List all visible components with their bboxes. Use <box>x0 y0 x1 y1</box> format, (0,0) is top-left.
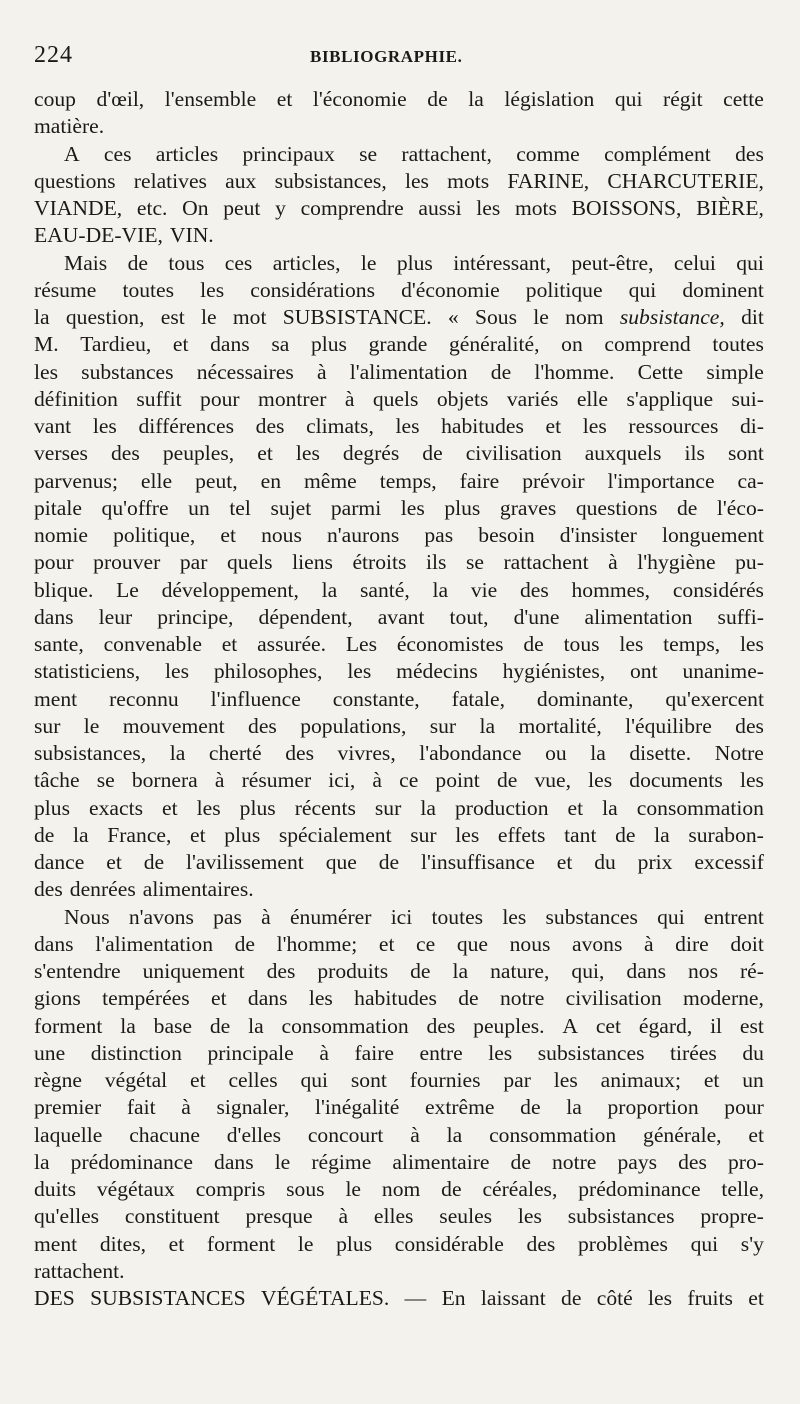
text-line: M. Tardieu, et dans sa plus grande généralité, on comprend toutes <box>34 332 764 357</box>
text-line: duits végétaux compris sous le nom de céréales, prédominance telle, <box>34 1177 764 1201</box>
text-line: A ces articles principaux se rattachent, comme complément des <box>64 141 764 166</box>
text-line: tâche se bornera à résumer ici, à ce point de vue, les documents les <box>34 768 764 793</box>
text-line: dans leur principe, dépendent, avant tout, d'une alimentation suffi- <box>34 604 764 629</box>
text-line: DES SUBSISTANCES VÉGÉTALES. — En laissant de côté les fruits et <box>34 1286 764 1310</box>
text-line: Nous n'avons pas à énumérer ici toutes les substances qui entrent <box>64 904 764 929</box>
text-line: la prédominance dans le régime alimentaire de notre pays des pro- <box>34 1149 764 1174</box>
text-line: gions tempérées et dans les habitudes de notre civilisation moderne, <box>34 986 764 1011</box>
text-line: sante, convenable et assurée. Les économistes de tous les temps, les <box>34 632 764 656</box>
text-line: une distinction principale à faire entre les subsistances tirées du <box>34 1040 764 1065</box>
text-line: ment dites, et forment le plus considérable des problèmes qui s'y <box>34 1231 764 1256</box>
text-line: vant les différences des climats, les habitudes et les ressources di- <box>34 414 764 438</box>
text-line: de la France, et plus spécialement sur les effets tant de la surabon- <box>34 822 764 847</box>
text-line: statisticiens, les philosophes, les médecins hygiénistes, ont unanime- <box>34 659 764 684</box>
text-line: règne végétal et celles qui sont fournies par les animaux; et un <box>34 1068 764 1092</box>
text-line: questions relatives aux subsistances, les mots FARINE, CHARCUTERIE, <box>34 168 764 193</box>
text-line: VIANDE, etc. On peut y comprendre aussi les mots BOISSONS, BIÈRE, <box>34 196 764 220</box>
text-line: Mais de tous ces articles, le plus intéressant, peut-être, celui qui <box>64 250 764 275</box>
text-line: forment la base de la consommation des peuples. A cet égard, il est <box>34 1013 764 1038</box>
text-line: ment reconnu l'influence constante, fatale, dominante, qu'exercent <box>34 686 764 711</box>
text-line: pitale qu'offre un tel sujet parmi les plus graves questions de l'éco- <box>34 495 764 520</box>
running-head: BIBLIOGRAPHIE. <box>310 47 463 66</box>
text-line: dans l'alimentation de l'homme; et ce que nous avons à dire doit <box>34 931 764 956</box>
text-line: matière. <box>34 114 105 139</box>
text-line: premier fait à signaler, l'inégalité extrême de la proportion pour <box>34 1095 764 1120</box>
page-header <box>34 42 764 72</box>
text-line: résume toutes les considérations d'économie politique qui dominent <box>34 277 764 302</box>
text-line: subsistances, la cherté des vivres, l'abondance ou la disette. Notre <box>34 741 764 765</box>
text-line: la question, est le mot SUBSISTANCE. « Sous le nom subsistance, dit <box>34 305 764 329</box>
text-line: plus exacts et les plus récents sur la production et la consommation <box>34 795 764 820</box>
text-line: sur le mouvement des populations, sur la mortalité, l'équilibre des <box>34 713 764 738</box>
text-line: laquelle chacune d'elles concourt à la consommation générale, et <box>34 1122 764 1147</box>
text-line: verses des peuples, et les degrés de civilisation auxquels ils sont <box>34 441 764 466</box>
text-line: les substances nécessaires à l'alimentation de l'homme. Cette simple <box>34 359 764 384</box>
text-line: blique. Le développement, la santé, la vie des hommes, considérés <box>34 577 764 602</box>
text-line: pour prouver par quels liens étroits ils se rattachent à l'hygiène pu- <box>34 550 764 575</box>
text-line: parvenus; elle peut, en même temps, faire prévoir l'importance ca- <box>34 468 764 493</box>
text-line: rattachent. <box>34 1258 125 1283</box>
text-line: nomie politique, et nous n'aurons pas besoin d'insister longuement <box>34 523 764 547</box>
body-text <box>34 86 764 1312</box>
text-line: qu'elles constituent presque à elles seules les subsistances propre- <box>34 1204 764 1229</box>
page-number: 224 <box>34 42 73 68</box>
text-line: dance et de l'avilissement que de l'insuffisance et du prix excessif <box>34 850 764 874</box>
text-line: EAU-DE-VIE, VIN. <box>34 223 214 248</box>
text-line: s'entendre uniquement des produits de la nature, qui, dans nos ré- <box>34 959 764 983</box>
text-line: définition suffit pour montrer à quels objets variés elle s'applique sui- <box>34 386 764 411</box>
text-line: coup d'œil, l'ensemble et l'économie de la législation qui régit cette <box>34 87 764 111</box>
text-line: des denrées alimentaires. <box>34 877 254 902</box>
